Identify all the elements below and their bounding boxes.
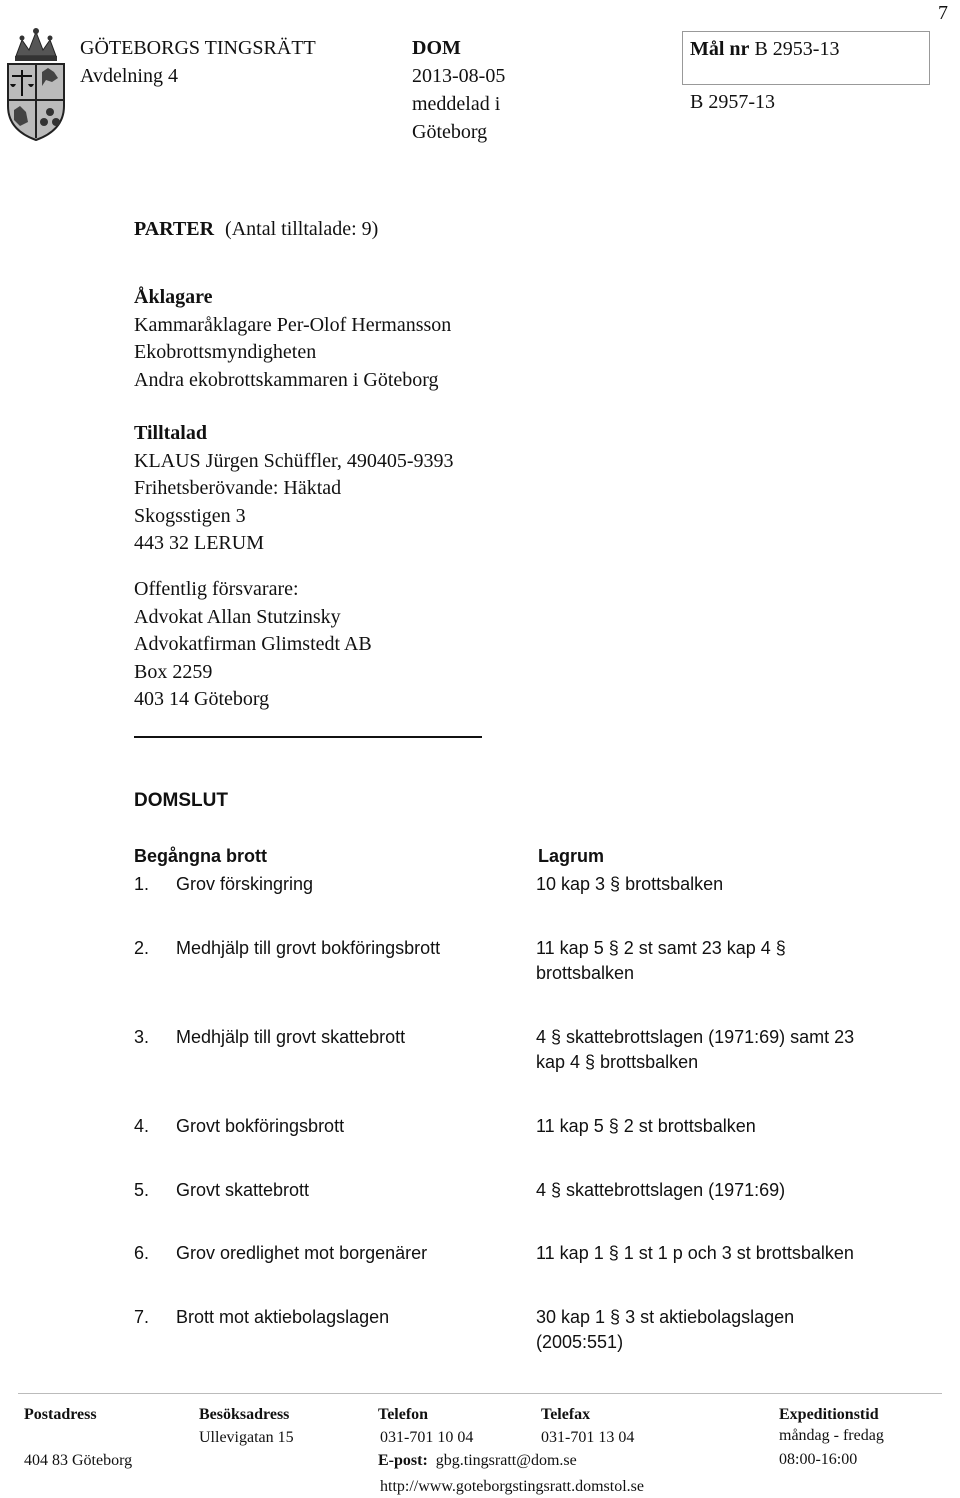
counsel-line: 403 14 Göteborg	[134, 688, 270, 710]
counsel-line: Advokatfirman Glimstedt AB	[134, 633, 372, 655]
footer-email-label: E-post:	[378, 1452, 428, 1469]
judgment-date: 2013-08-05	[412, 65, 506, 87]
defendant-line: KLAUS Jürgen Schüffler, 490405-9393	[134, 449, 454, 472]
parties-heading-row	[134, 216, 378, 242]
offense-law: 11 kap 5 § 2 st samt 23 kap 4 §	[536, 938, 786, 958]
offense-name: Medhjälp till grovt skattebrott	[176, 1027, 406, 1047]
court-division: Avdelning 4	[80, 65, 178, 87]
offense-number: 6.	[134, 1243, 150, 1263]
footer-phone-value: 031-701 10 04	[380, 1429, 474, 1446]
footer-fax-label: Telefax	[541, 1406, 591, 1423]
offense-column-heading: Begångna brott	[134, 846, 267, 866]
defendant-line: Skogsstigen 3	[134, 504, 246, 527]
defendant-count: (Antal tilltalade: 9)	[225, 218, 379, 240]
offense-number: 7.	[134, 1307, 150, 1327]
case-number-label: Mål nr	[690, 38, 750, 60]
prosecutor-line: Ekobrottsmyndigheten	[134, 341, 317, 363]
offense-name: Brott mot aktiebolagslagen	[176, 1307, 390, 1327]
offense-law: 30 kap 1 § 3 st aktiebolagslagen	[536, 1307, 795, 1327]
defendant-line: 443 32 LERUM	[134, 532, 264, 554]
law-column-heading: Lagrum	[538, 846, 605, 866]
offense-name: Grovt bokföringsbrott	[176, 1116, 345, 1136]
footer-phone-label: Telefon	[378, 1406, 429, 1423]
footer-postal-label: Postadress	[24, 1406, 97, 1423]
footer-visit-label: Besöksadress	[199, 1406, 290, 1423]
prosecutor-role: Åklagare	[134, 286, 213, 308]
page-number: 7	[938, 2, 948, 24]
offense-law: (2005:551)	[536, 1332, 624, 1352]
footer-postal-value: 404 83 Göteborg	[24, 1452, 133, 1469]
offense-number: 1.	[134, 874, 150, 894]
offense-law: 10 kap 3 § brottsbalken	[536, 874, 724, 894]
offense-name: Grovt skattebrott	[176, 1180, 310, 1200]
offense-name: Grov förskingring	[176, 874, 314, 894]
section-divider	[134, 736, 482, 738]
footer-email-row	[378, 1451, 577, 1471]
offense-number: 3.	[134, 1027, 150, 1047]
offense-law: kap 4 § brottsbalken	[536, 1052, 699, 1072]
counsel-line: Offentlig försvarare:	[134, 578, 299, 600]
offense-law: brottsbalken	[536, 963, 635, 983]
case-number-1: B 2953-13	[754, 38, 840, 60]
court-name: GÖTEBORGS TINGSRÄTT	[80, 37, 316, 59]
footer-hours-time: 08:00-16:00	[779, 1451, 858, 1468]
issued-place: Göteborg	[412, 121, 488, 143]
offense-number: 2.	[134, 938, 150, 958]
footer-fax-value: 031-701 13 04	[541, 1429, 635, 1446]
footer-email-link[interactable]: gbg.tingsratt@dom.se	[435, 1452, 577, 1469]
offense-number: 5.	[134, 1180, 150, 1200]
offense-law: 4 § skattebrottslagen (1971:69) samt 23	[536, 1027, 855, 1047]
offense-name: Medhjälp till grovt bokföringsbrott	[176, 938, 441, 958]
prosecutor-line: Kammaråklagare Per-Olof Hermansson	[134, 313, 452, 336]
parties-heading: PARTER	[134, 218, 215, 240]
offense-number: 4.	[134, 1116, 150, 1136]
issued-label: meddelad i	[412, 93, 501, 115]
offense-name: Grov oredlighet mot borgenärer	[176, 1243, 428, 1263]
defendant-role: Tilltalad	[134, 422, 207, 444]
prosecutor-line: Andra ekobrottskammaren i Göteborg	[134, 368, 439, 391]
offense-law: 11 kap 1 § 1 st 1 p och 3 st brottsbalken	[536, 1243, 854, 1263]
footer-divider	[18, 1393, 942, 1394]
counsel-line: Advokat Allan Stutzinsky	[134, 605, 341, 628]
footer-hours-days: måndag - fredag	[779, 1427, 884, 1444]
offense-law: 11 kap 5 § 2 st brottsbalken	[536, 1116, 756, 1136]
footer-hours-label: Expeditionstid	[779, 1406, 879, 1423]
court-emblem-logo	[2, 26, 70, 144]
defense-counsel-block	[134, 576, 372, 714]
footer-web-link[interactable]: http://www.goteborgstingsratt.domstol.se	[380, 1478, 644, 1495]
footer-visit-value: Ullevigatan 15	[199, 1429, 294, 1446]
offense-law: 4 § skattebrottslagen (1971:69)	[536, 1180, 786, 1200]
document-type: DOM	[412, 37, 461, 59]
case-number-2: B 2957-13	[690, 91, 775, 113]
prosecutor-block	[134, 284, 451, 394]
counsel-line: Box 2259	[134, 660, 213, 683]
defendant-block	[134, 420, 454, 558]
verdict-heading: DOMSLUT	[134, 790, 228, 811]
defendant-line: Frihetsberövande: Häktad	[134, 477, 342, 499]
